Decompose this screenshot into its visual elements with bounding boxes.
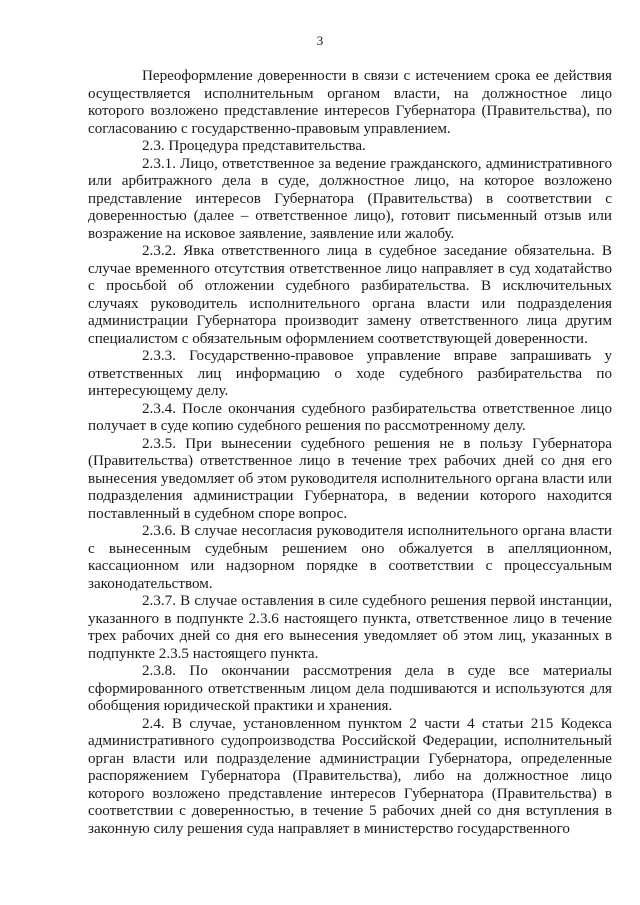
- paragraph-2-3-6: 2.3.6. В случае несогласия руководителя исполнительного органа власти с вынесенным судебным решением оно обжалуется в апелляционном, кассационном или надзорном порядке в соответствии с процессуальным законодательством.: [88, 523, 612, 592]
- paragraph-2-3-heading: 2.3. Процедура представительства.: [142, 138, 366, 154]
- paragraph-2-3-7: 2.3.7. В случае оставления в силе судебного решения первой инстанции, указанного в подпункте 2.3.6 настоящего пункта, ответственное лицо в течение трех рабочих дней со дня его вынесения уведомляет об этом лиц, указанных в подпункте 2.3.5 настоящего пункта.: [88, 593, 612, 662]
- page-number: 3: [316, 33, 324, 48]
- paragraph-poa-renewal: Переоформление доверенности в связи с истечением срока ее действия осуществляется исполнительным органом власти, на должностное лицо которого возложено представление интересов Губернатора (Правительства), по согласованию с государственно-правовым управлением.: [88, 68, 612, 137]
- paragraph-2-3-3: 2.3.3. Государственно-правовое управление вправе запрашивать у ответственных лиц информацию о ходе судебного разбирательства по интересующему делу.: [88, 348, 612, 399]
- document-body: [88, 68, 612, 838]
- paragraph-2-3-5: 2.3.5. При вынесении судебного решения не в пользу Губернатора (Правительства) ответственное лицо в течение трех рабочих дней со дня его вынесения уведомляет об этом руководителя исполнительного органа власти или подразделения администрации Губернатора, в ведении которого находится поставленный в судебном споре вопрос.: [88, 435, 612, 522]
- paragraph-2-3-1: 2.3.1. Лицо, ответственное за ведение гражданского, административного или арбитражного дела в суде, должностное лицо, на которое возложено представление интересов Губернатора (Правительства) в соответствии с доверенностью (далее – ответственное лицо), готовит письменный отзыв или возражение на исковое заявление, заявление или жалобу.: [88, 155, 612, 242]
- paragraph-2-4: 2.4. В случае, установленном пунктом 2 части 4 статьи 215 Кодекса административного судопроизводства Российской Федерации, исполнительный орган власти или подразделение администрации Губернатора, определенные распоряжением Губернатора (Правительства), либо на должностное лицо которого возложено представление интересов Губернатора (Правительства) в соответствии с доверенностью, в течение 5 рабочих дней со дня вступления в законную силу решения суда направляет в министерство государственного: [88, 715, 612, 837]
- paragraph-2-3-8: 2.3.8. По окончании рассмотрения дела в суде все материалы сформированного ответственным лицом дела подшиваются и используются для обобщения юридической практики и хранения.: [88, 663, 612, 714]
- paragraph-2-3-4: 2.3.4. После окончания судебного разбирательства ответственное лицо получает в суде копию судебного решения по рассмотренному делу.: [88, 400, 612, 434]
- paragraph-2-3-2: 2.3.2. Явка ответственного лица в судебное заседание обязательна. В случае временного отсутствия ответственное лицо направляет в суд ходатайство с просьбой об отложении судебного разбирательства. В исключительных случаях руководитель исполнительного органа власти или подразделения администрации Губернатора производит замену ответственного лица другим специалистом с обязательным оформлением соответствующей доверенности.: [88, 243, 612, 347]
